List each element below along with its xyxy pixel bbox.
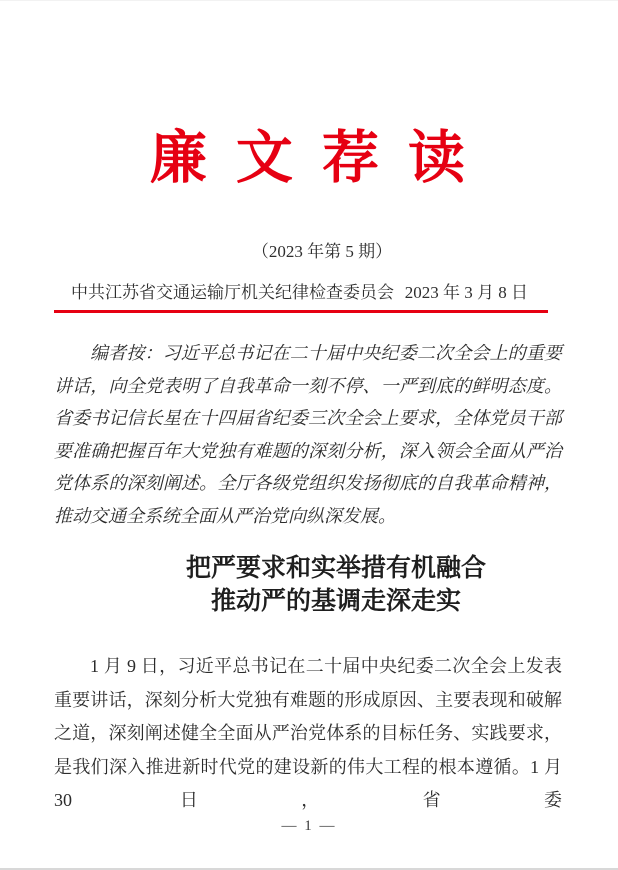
publisher-row [54, 278, 562, 303]
issue-date: 2023 年 3 月 8 日 [404, 283, 528, 303]
page-content [0, 1, 618, 818]
article-title [82, 552, 590, 618]
editor-note-paragraph: 编者按：习近平总书记在二十届中央纪委二次全会上的重要讲话，向全党表明了自我革命一刻不停、一严到底的鲜明态度。省委书记信长星在十四届省纪委三次全会上要求，全体党员干部要准确把握百年大党独有难题的深刻分析，深入领会全面从严治党体系的深刻阐述。全厅各级党组织发扬彻底的自我革命精神，推动交通全系统全面从严治党向纵深发展。 [54, 343, 562, 526]
article-title-line-2: 推动严的基调走深走实 [210, 588, 461, 616]
masthead-title: 廉 文 荐 读 [149, 127, 467, 190]
issue-number: （2023 年第 5 期） [251, 242, 393, 262]
article-body-paragraph: 1 月 9 日，习近平总书记在二十届中央纪委二次全会上发表重要讲话，深刻分析大党独有难题的形成原因、主要表现和破解之道，深刻阐述健全全面从严治党体系的目标任务、实践要求，是我们深入推进新时代党的建设新的伟大工程的根本遵循。1 月 30 日，省委 [54, 656, 562, 811]
article-title-line-1: 把严要求和实举措有机融合 [185, 555, 486, 583]
red-divider-rule [54, 310, 548, 313]
page-number: — 1 — [281, 818, 337, 834]
publisher-name: 中共江苏省交通运输厅机关纪律检查委员会 [71, 283, 394, 303]
